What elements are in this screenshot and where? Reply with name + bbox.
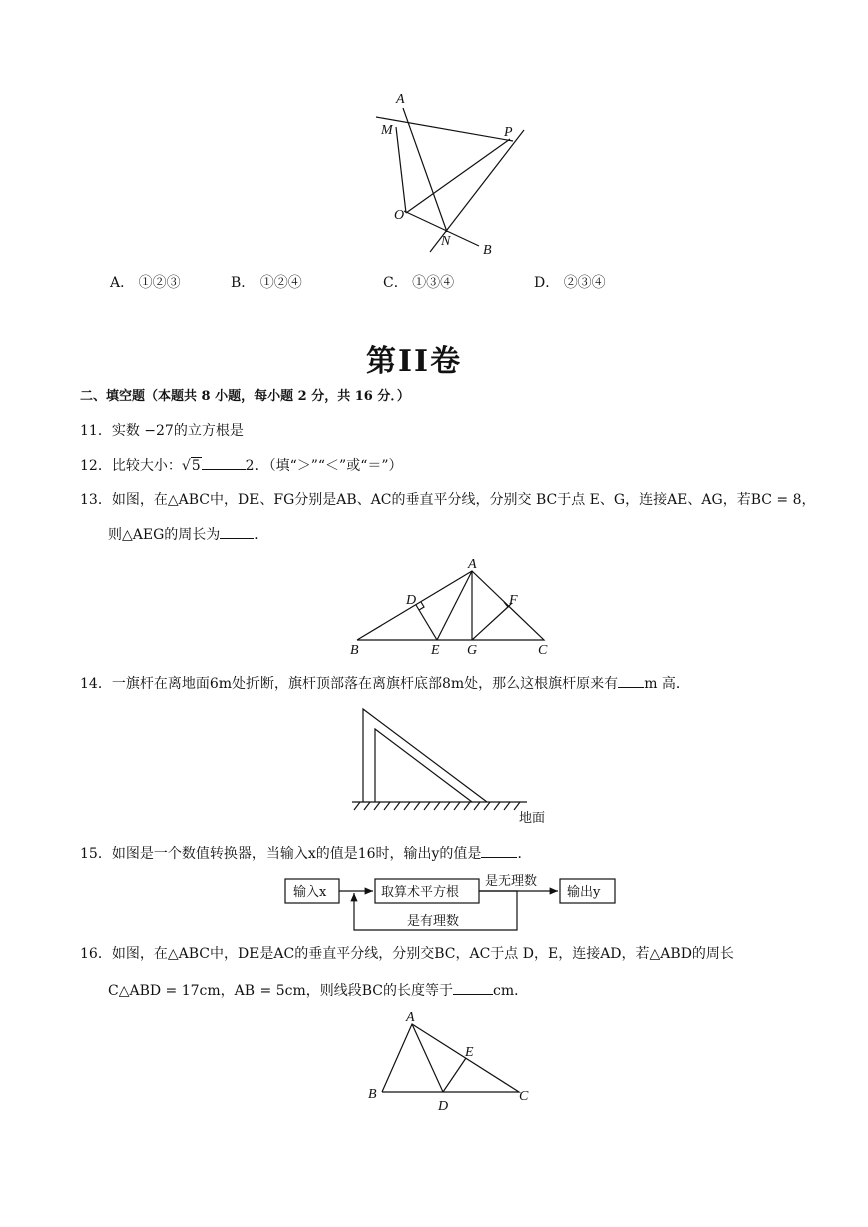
label-F: F (509, 593, 518, 608)
part-title: 第II卷 (366, 344, 463, 379)
segment-MO (396, 127, 406, 213)
figure-q10 (360, 88, 540, 263)
answer-blank-12 (202, 455, 246, 470)
answer-blank-14 (618, 673, 644, 688)
question-11: 11．实数 −27的立方根是 (80, 423, 244, 439)
flagpole-inner (375, 729, 472, 802)
choice-d: D． ②③④ (534, 275, 606, 291)
segment-DE (416, 605, 437, 640)
label-B: B (483, 243, 492, 258)
sqrt-sign: √ (181, 458, 191, 474)
box-input-label: 输入x (293, 885, 327, 900)
choice-c-text: ①③④ (412, 275, 455, 291)
figure-q13 (345, 553, 560, 658)
right-angle-D (419, 602, 424, 610)
label-N: N (441, 234, 451, 249)
label-A: A (406, 1010, 415, 1025)
question-12: 12．比较大小：√5 2．（填“＞”“＜”或“＝”） (80, 455, 403, 476)
figure-q16 (360, 1005, 540, 1117)
choice-d-text: ②③④ (563, 275, 606, 291)
section-heading: 二、填空题（本题共 8 小题，每小题 2 分，共 16 分．） (80, 389, 410, 404)
label-rational: 是有理数 (407, 914, 460, 929)
answer-blank-15 (481, 843, 517, 858)
box-sqrt-label: 取算术平方根 (381, 885, 460, 900)
figure-q15-converter (280, 870, 620, 934)
label-B: B (350, 643, 359, 658)
segment-FG (472, 606, 509, 640)
label-E: E (431, 643, 440, 658)
label-O: O (394, 208, 405, 223)
question-16-line1: 16．如图，在△ABC中，DE是AC的垂直平分线，分别交BC，AC于点 D，E，连接AD，若△ABD的周长 (80, 946, 734, 962)
label-G: G (467, 643, 478, 658)
question-16-line2: C△ABD = 17cm，AB = 5cm，则线段BC的长度等于 cm． (108, 980, 528, 1001)
question-15: 15．如图是一个数值转换器，当输入x的值是16时，输出y的值是 ． (80, 843, 531, 864)
ground-hatching (354, 802, 520, 810)
label-M: M (381, 123, 393, 138)
label-P: P (504, 125, 513, 140)
question-13-line1: 13．如图，在△ABC中，DE、FG分别是AB、AC的垂直平分线，分别交 BC于点 E、G，连接AE、AG，若BC = 8， (80, 492, 816, 508)
segment-OP (406, 139, 510, 213)
question-14: 14．一旗杆在离地面6m处折断，旗杆顶部落在离旗杆底部8m处，那么这根旗杆原来有 m 高． (80, 673, 690, 694)
figure-q14 (345, 700, 560, 830)
label-C: C (519, 1089, 529, 1104)
box-output-label: 输出y (567, 885, 601, 900)
label-A: A (468, 557, 477, 572)
choice-a: A． ①②③ (110, 275, 181, 291)
label-E: E (465, 1045, 474, 1060)
label-D: D (438, 1099, 449, 1114)
label-A: A (396, 92, 405, 107)
answer-blank-16 (453, 980, 493, 995)
question-13-line2: 则△AEG的周长为 ． (108, 524, 268, 545)
choice-a-text: ①②③ (138, 275, 181, 291)
choice-b: B． ①②④ (231, 275, 302, 291)
answer-blank-13 (220, 524, 254, 539)
label-C: C (538, 643, 548, 658)
label-irrational: 是无理数 (485, 874, 538, 889)
label-B: B (368, 1087, 377, 1102)
label-D: D (406, 593, 417, 608)
choice-c: C． ①③④ (383, 275, 455, 291)
flagpole-outer (363, 709, 487, 802)
choice-b-text: ①②④ (259, 275, 302, 291)
label-ground: 地面 (519, 811, 546, 826)
segment-DE (443, 1058, 466, 1092)
